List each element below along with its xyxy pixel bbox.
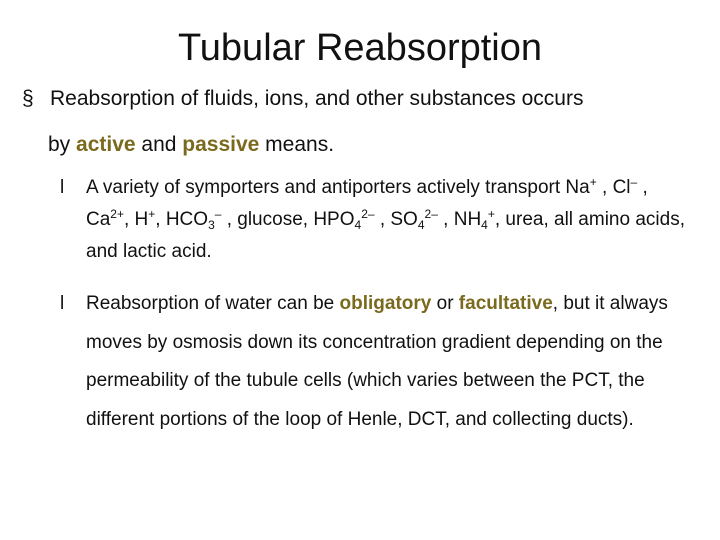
text-fragment: , SO	[374, 209, 418, 230]
main-bullet-line1: Reabsorption of fluids, ions, and other substances occurs	[50, 87, 584, 110]
superscript: +	[148, 207, 156, 221]
text-fragment: , but it always moves by osmosis down its concentration gradient depending on the permeability of the tubule cells (which varies between the PCT, the different portions of the loop of Henle, DCT, and collecting ducts).	[86, 293, 668, 430]
text-fragment: , glucose, HPO	[221, 209, 355, 230]
superscript: +	[487, 207, 495, 221]
subscript: 4	[417, 218, 425, 232]
sub-bullet-water-text	[60, 285, 694, 439]
superscript: –	[630, 175, 638, 189]
sub-bullet-marker: l	[60, 293, 65, 314]
main-bullet-line2	[22, 130, 694, 160]
sub-bullet-marker: l	[60, 177, 65, 198]
text-fragment: , urea, all amino acids, and lactic acid.	[86, 209, 685, 262]
text-fragment: , Ca	[86, 177, 648, 230]
text-fragment: means.	[259, 133, 335, 156]
sub-bullet-transport-text	[60, 172, 694, 268]
sub-bullet-transport	[60, 172, 694, 268]
text-fragment: , NH	[437, 209, 482, 230]
subscript: 4	[354, 218, 362, 232]
text-fragment: or	[431, 293, 459, 314]
text-fragment: A variety of symporters and antiporters actively transport Na	[86, 177, 590, 198]
text-fragment: by	[48, 133, 77, 156]
subscript: 3	[208, 218, 215, 232]
text-fragment: and	[135, 133, 183, 156]
superscript: 2+	[110, 207, 124, 221]
highlight-facultative: facultative	[458, 293, 553, 314]
section-bullet-icon: §	[22, 87, 34, 110]
slide-title: Tubular Reabsorption	[177, 27, 543, 69]
subscript: 4	[481, 218, 488, 232]
text-fragment: , H	[123, 209, 149, 230]
superscript: –	[214, 207, 222, 221]
text-fragment: Reabsorption of water can be	[86, 293, 340, 314]
highlight-obligatory: obligatory	[339, 293, 432, 314]
text-fragment: , Cl	[596, 177, 631, 198]
text-fragment: , HCO	[155, 209, 209, 230]
highlight-passive: passive	[182, 133, 260, 156]
highlight-active: active	[76, 133, 136, 156]
superscript: 2–	[361, 207, 375, 221]
superscript: +	[589, 175, 597, 189]
superscript: 2–	[424, 207, 438, 221]
sub-bullet-water	[60, 285, 694, 439]
main-bullet	[22, 84, 694, 160]
